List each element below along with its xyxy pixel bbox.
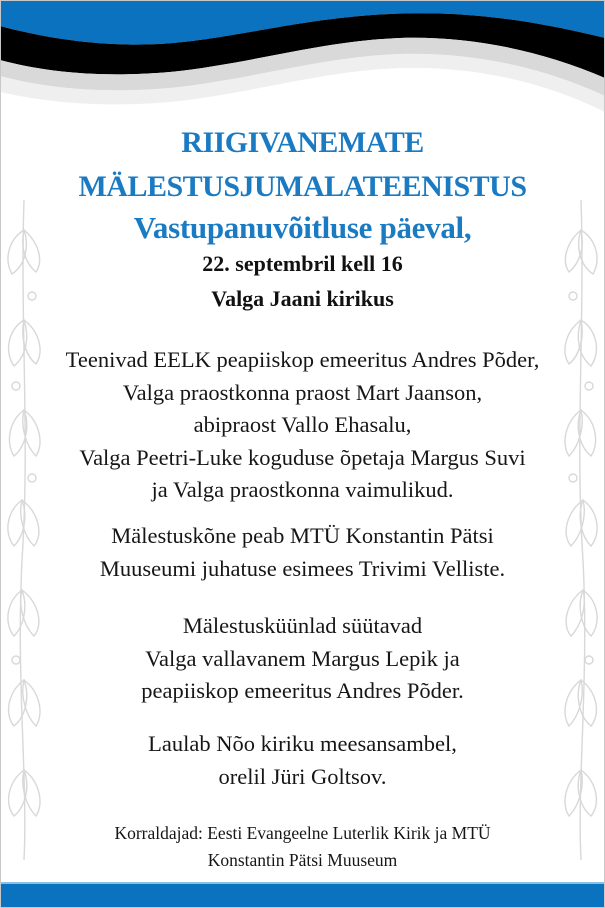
event-date: 22. septembril kell 16 (202, 251, 403, 276)
speech-line: Mälestuskõne peab MTÜ Konstantin Pätsi (111, 523, 494, 548)
subtitle: Vastupanuvõitluse päeval, (133, 210, 472, 245)
clergy-line: Teenivad EELK peapiiskop emeeritus Andres Põder, (65, 347, 540, 372)
candles-line: Valga vallavanem Margus Lepik ja (145, 645, 460, 671)
organizers-line: Korraldajad: Eesti Evangeelne Luterlik Kirik ja MTÜ (114, 823, 491, 843)
candles-line: Mälestusküünlad süütavad (182, 613, 423, 638)
speech-paragraph (0, 520, 605, 585)
candles-paragraph (0, 610, 605, 708)
title-line-2: MÄLESTUSJUMALATEENISTUS (78, 170, 527, 203)
bottom-blue-bar (0, 884, 605, 908)
music-line: Laulab Nõo kiriku meesansambel, (148, 731, 457, 756)
clergy-line: Valga praostkonna praost Mart Jaanson, (122, 379, 483, 405)
organizers-line: Konstantin Pätsi Muuseum (207, 850, 398, 870)
clergy-line: Valga Peetri-Luke koguduse õpetaja Margus Suvi (79, 444, 526, 470)
clergy-paragraph (0, 344, 605, 507)
music-line: orelil Jüri Goltsov. (218, 763, 387, 789)
clergy-line: ja Valga praostkonna vaimulikud. (151, 477, 454, 502)
clergy-line: abipraost Vallo Ehasalu, (193, 412, 412, 437)
estonian-flag-wave (0, 0, 605, 130)
title-line-1: RIIGIVANEMATE (181, 126, 424, 159)
organizers (0, 820, 605, 874)
speech-line: Muuseumi juhatuse esimees Trivimi Velliste. (99, 555, 506, 581)
candles-line: peapiiskop emeeritus Andres Põder. (141, 678, 464, 703)
music-paragraph (0, 728, 605, 793)
event-place: Valga Jaani kirikus (211, 286, 394, 311)
